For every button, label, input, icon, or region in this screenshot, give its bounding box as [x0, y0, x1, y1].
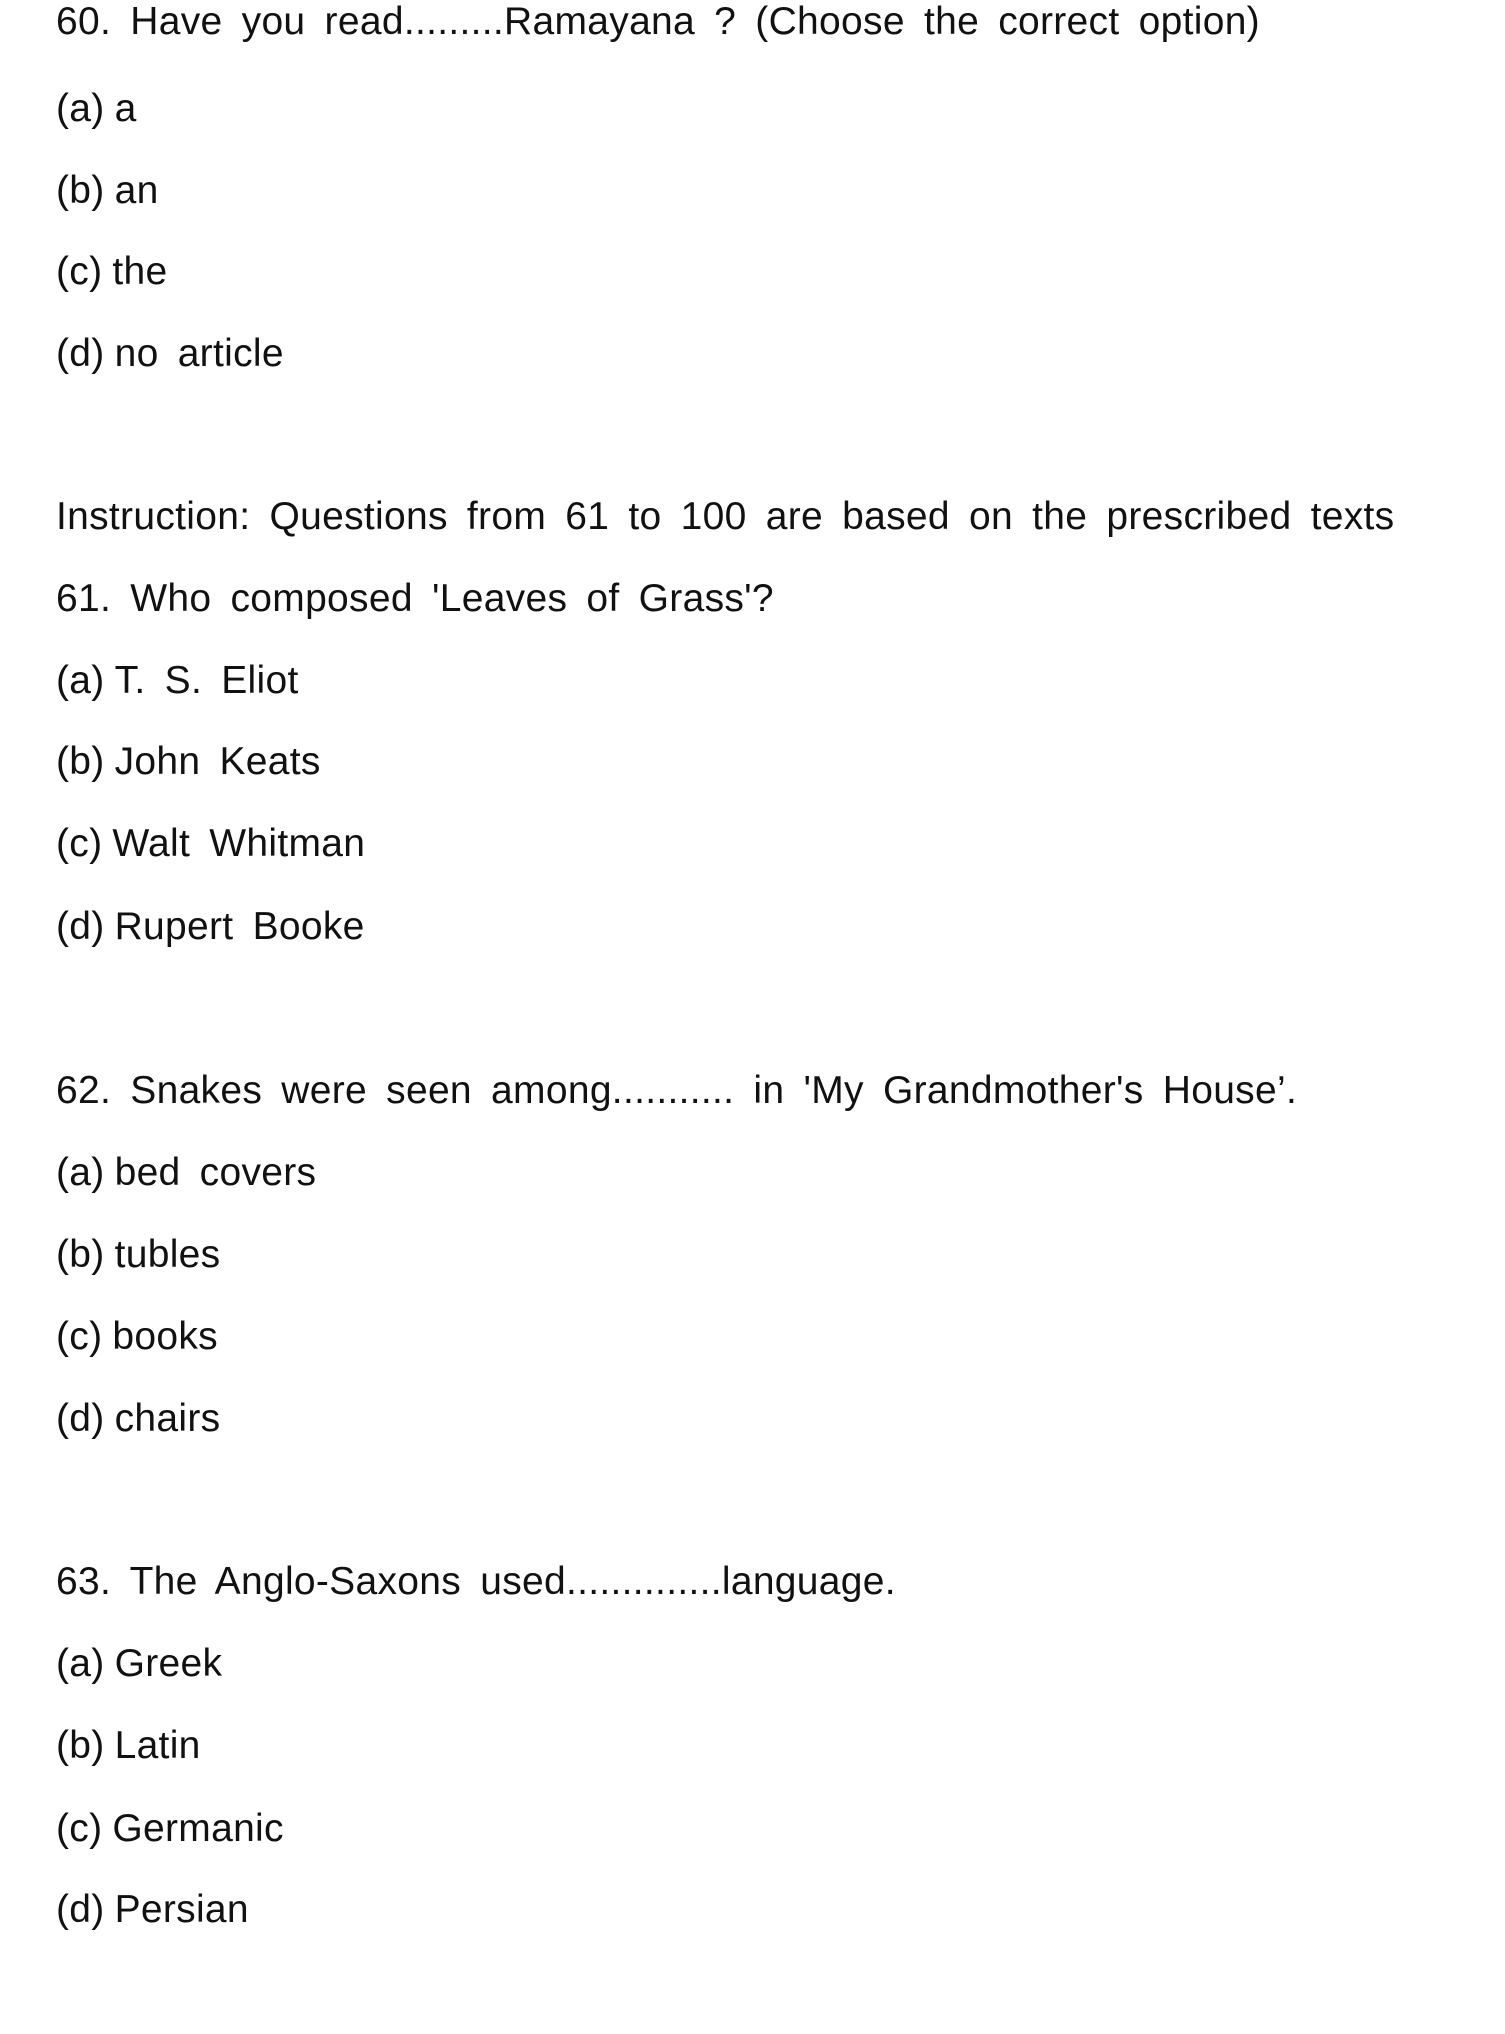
option-label: (a) — [56, 659, 105, 702]
question-60 — [56, 0, 1260, 46]
option-61-c[interactable] — [56, 820, 365, 868]
option-text: bed covers — [114, 1151, 317, 1194]
option-label: (b) — [56, 169, 105, 212]
option-label: (c) — [56, 1807, 103, 1850]
option-label: (c) — [56, 822, 103, 865]
option-label: (c) — [56, 1315, 103, 1358]
option-text: T. S. Eliot — [114, 659, 299, 702]
option-label: (d) — [56, 1397, 105, 1440]
option-text: chairs — [114, 1397, 221, 1440]
option-62-d[interactable] — [56, 1395, 220, 1443]
option-label: (a) — [56, 1151, 105, 1194]
option-61-b[interactable] — [56, 738, 321, 786]
option-text: tubles — [114, 1233, 221, 1276]
option-label: (a) — [56, 1642, 105, 1685]
option-text: Greek — [114, 1642, 223, 1685]
question-number: 61. — [56, 577, 112, 620]
option-63-b[interactable] — [56, 1722, 201, 1770]
option-label: (d) — [56, 905, 105, 948]
option-label: (d) — [56, 1888, 105, 1931]
question-text: Who composed 'Leaves of Grass'? — [130, 577, 774, 620]
option-text: Walt Whitman — [112, 822, 366, 865]
option-63-d[interactable] — [56, 1886, 249, 1934]
option-label: (b) — [56, 1233, 105, 1276]
question-63 — [56, 1558, 896, 1606]
question-text: Snakes were seen among........... in 'My Grandmother's House’. — [130, 1069, 1298, 1112]
question-number: 63. — [56, 1560, 112, 1603]
option-text: the — [112, 250, 168, 293]
option-63-c[interactable] — [56, 1805, 284, 1853]
option-text: Latin — [114, 1724, 201, 1767]
option-text: books — [112, 1315, 218, 1358]
option-60-a[interactable] — [56, 85, 137, 133]
option-text: a — [114, 87, 137, 130]
option-62-b[interactable] — [56, 1231, 220, 1279]
question-text: Have you read.........Ramayana ? (Choose the correct option) — [130, 0, 1260, 43]
option-60-b[interactable] — [56, 167, 159, 215]
option-label: (d) — [56, 332, 105, 375]
option-62-c[interactable] — [56, 1313, 218, 1361]
question-62 — [56, 1067, 1297, 1115]
option-text: an — [114, 169, 159, 212]
option-label: (c) — [56, 250, 103, 293]
question-number: 60. — [56, 0, 112, 43]
option-60-d[interactable] — [56, 330, 284, 378]
option-61-d[interactable] — [56, 903, 365, 951]
option-61-a[interactable] — [56, 657, 299, 705]
question-text: The Anglo-Saxons used..............language. — [129, 1560, 896, 1603]
instruction-text: Instruction: Questions from 61 to 100 are based on the prescribed texts — [56, 495, 1395, 538]
option-62-a[interactable] — [56, 1149, 316, 1197]
option-label: (b) — [56, 740, 105, 783]
option-label: (b) — [56, 1724, 105, 1767]
option-text: Rupert Booke — [114, 905, 365, 948]
question-61 — [56, 575, 774, 623]
option-text: Germanic — [112, 1807, 284, 1850]
option-text: Persian — [114, 1888, 249, 1931]
option-text: no article — [114, 332, 284, 375]
question-number: 62. — [56, 1069, 112, 1112]
option-label: (a) — [56, 87, 105, 130]
option-text: John Keats — [114, 740, 321, 783]
option-60-c[interactable] — [56, 248, 168, 296]
option-63-a[interactable] — [56, 1640, 222, 1688]
